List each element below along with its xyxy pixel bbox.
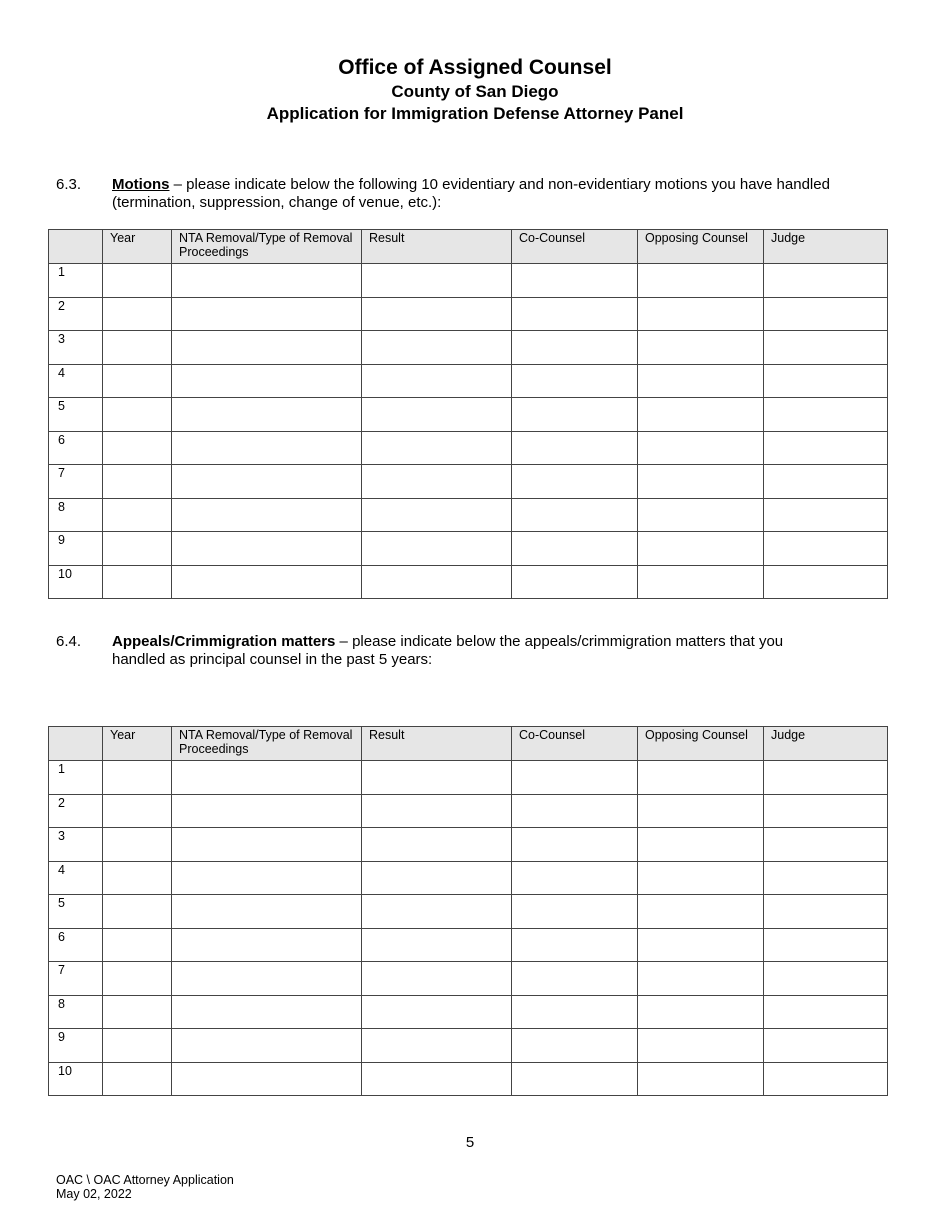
nta-cell[interactable]	[172, 398, 362, 432]
nta-cell[interactable]	[172, 1062, 362, 1096]
judge-cell[interactable]	[764, 962, 888, 996]
section-title: Appeals/Crimmigration matters	[112, 633, 336, 650]
year-cell[interactable]	[103, 364, 172, 398]
opposing-cell[interactable]	[638, 431, 764, 465]
header-opposing: Opposing Counsel	[638, 727, 764, 761]
row-number: 10	[49, 1062, 103, 1096]
year-cell[interactable]	[103, 1029, 172, 1063]
cocounsel-cell[interactable]	[512, 364, 638, 398]
table-row	[49, 297, 888, 331]
table-row	[49, 861, 888, 895]
table-row	[49, 465, 888, 499]
cocounsel-cell[interactable]	[512, 828, 638, 862]
cocounsel-cell[interactable]	[512, 895, 638, 929]
cocounsel-cell[interactable]	[512, 861, 638, 895]
header-opposing: Opposing Counsel	[638, 230, 764, 264]
opposing-cell[interactable]	[638, 828, 764, 862]
year-cell[interactable]	[103, 761, 172, 795]
cocounsel-cell[interactable]	[512, 465, 638, 499]
table-row	[49, 364, 888, 398]
table-row	[49, 398, 888, 432]
year-cell[interactable]	[103, 995, 172, 1029]
table-row	[49, 264, 888, 298]
result-cell[interactable]	[362, 331, 512, 365]
table-row	[49, 962, 888, 996]
result-cell[interactable]	[362, 794, 512, 828]
opposing-cell[interactable]	[638, 565, 764, 599]
judge-cell[interactable]	[764, 364, 888, 398]
judge-cell[interactable]	[764, 895, 888, 929]
judge-cell[interactable]	[764, 1029, 888, 1063]
cocounsel-cell[interactable]	[512, 962, 638, 996]
row-number: 6	[49, 928, 103, 962]
header-nta: NTA Removal/Type of Removal Proceedings	[172, 727, 362, 761]
year-cell[interactable]	[103, 962, 172, 996]
year-cell[interactable]	[103, 465, 172, 499]
row-number: 3	[49, 828, 103, 862]
result-cell[interactable]	[362, 1062, 512, 1096]
year-cell[interactable]	[103, 861, 172, 895]
result-cell[interactable]	[362, 465, 512, 499]
office-title: Office of Assigned Counsel	[338, 56, 612, 79]
nta-cell[interactable]	[172, 431, 362, 465]
opposing-cell[interactable]	[638, 895, 764, 929]
judge-cell[interactable]	[764, 331, 888, 365]
result-cell[interactable]	[362, 861, 512, 895]
table-header-row	[49, 727, 888, 761]
section-text	[112, 176, 832, 212]
nta-cell[interactable]	[172, 794, 362, 828]
row-number: 1	[49, 264, 103, 298]
table-header-row	[49, 230, 888, 264]
result-cell[interactable]	[362, 498, 512, 532]
cocounsel-cell[interactable]	[512, 498, 638, 532]
result-cell[interactable]	[362, 297, 512, 331]
cocounsel-cell[interactable]	[512, 761, 638, 795]
nta-cell[interactable]	[172, 498, 362, 532]
document-header	[0, 55, 950, 125]
page-number: 5	[465, 1134, 475, 1151]
nta-cell[interactable]	[172, 331, 362, 365]
cocounsel-cell[interactable]	[512, 794, 638, 828]
nta-cell[interactable]	[172, 861, 362, 895]
opposing-cell[interactable]	[638, 465, 764, 499]
result-cell[interactable]	[362, 364, 512, 398]
judge-cell[interactable]	[764, 828, 888, 862]
result-cell[interactable]	[362, 565, 512, 599]
county-subtitle: County of San Diego	[391, 82, 559, 101]
table-row	[49, 995, 888, 1029]
opposing-cell[interactable]	[638, 794, 764, 828]
judge-cell[interactable]	[764, 794, 888, 828]
year-cell[interactable]	[103, 928, 172, 962]
appeals-table	[48, 726, 888, 1096]
nta-cell[interactable]	[172, 565, 362, 599]
year-cell[interactable]	[103, 264, 172, 298]
result-cell[interactable]	[362, 1029, 512, 1063]
year-cell[interactable]	[103, 565, 172, 599]
result-cell[interactable]	[362, 532, 512, 566]
table-row	[49, 828, 888, 862]
row-number: 7	[49, 465, 103, 499]
judge-cell[interactable]	[764, 498, 888, 532]
cocounsel-cell[interactable]	[512, 995, 638, 1029]
table-row	[49, 794, 888, 828]
opposing-cell[interactable]	[638, 331, 764, 365]
nta-cell[interactable]	[172, 995, 362, 1029]
opposing-cell[interactable]	[638, 861, 764, 895]
opposing-cell[interactable]	[638, 928, 764, 962]
judge-cell[interactable]	[764, 1062, 888, 1096]
judge-cell[interactable]	[764, 297, 888, 331]
cocounsel-cell[interactable]	[512, 297, 638, 331]
row-number: 6	[49, 431, 103, 465]
opposing-cell[interactable]	[638, 498, 764, 532]
cocounsel-cell[interactable]	[512, 431, 638, 465]
document-footer	[56, 1173, 234, 1201]
year-cell[interactable]	[103, 828, 172, 862]
row-number: 10	[49, 565, 103, 599]
motions-table	[48, 229, 888, 599]
judge-cell[interactable]	[764, 532, 888, 566]
result-cell[interactable]	[362, 828, 512, 862]
judge-cell[interactable]	[764, 565, 888, 599]
opposing-cell[interactable]	[638, 532, 764, 566]
judge-cell[interactable]	[764, 264, 888, 298]
table-row	[49, 331, 888, 365]
section-text	[112, 633, 832, 669]
nta-cell[interactable]	[172, 962, 362, 996]
row-number: 5	[49, 895, 103, 929]
nta-cell[interactable]	[172, 264, 362, 298]
table-row	[49, 1062, 888, 1096]
result-cell[interactable]	[362, 761, 512, 795]
nta-cell[interactable]	[172, 761, 362, 795]
row-number: 9	[49, 1029, 103, 1063]
cocounsel-cell[interactable]	[512, 331, 638, 365]
header-number	[49, 230, 103, 264]
nta-cell[interactable]	[172, 928, 362, 962]
result-cell[interactable]	[362, 431, 512, 465]
cocounsel-cell[interactable]	[512, 565, 638, 599]
judge-cell[interactable]	[764, 465, 888, 499]
result-cell[interactable]	[362, 995, 512, 1029]
footer-path: OAC \ OAC Attorney Application	[56, 1173, 234, 1187]
table-row	[49, 928, 888, 962]
nta-cell[interactable]	[172, 1029, 362, 1063]
year-cell[interactable]	[103, 398, 172, 432]
row-number: 8	[49, 498, 103, 532]
cocounsel-cell[interactable]	[512, 1029, 638, 1063]
result-cell[interactable]	[362, 264, 512, 298]
row-number: 4	[49, 861, 103, 895]
row-number: 2	[49, 297, 103, 331]
result-cell[interactable]	[362, 398, 512, 432]
result-cell[interactable]	[362, 895, 512, 929]
cocounsel-cell[interactable]	[512, 928, 638, 962]
nta-cell[interactable]	[172, 828, 362, 862]
result-cell[interactable]	[362, 928, 512, 962]
year-cell[interactable]	[103, 794, 172, 828]
header-judge: Judge	[764, 727, 888, 761]
opposing-cell[interactable]	[638, 398, 764, 432]
section-description: – please indicate below the following 10 evidentiary and non-evidentiary motions you have handled (termination, suppression, change of venue, etc.):	[112, 176, 830, 211]
opposing-cell[interactable]	[638, 264, 764, 298]
row-number: 4	[49, 364, 103, 398]
opposing-cell[interactable]	[638, 761, 764, 795]
row-number: 5	[49, 398, 103, 432]
year-cell[interactable]	[103, 532, 172, 566]
header-result: Result	[362, 230, 512, 264]
table-row	[49, 1029, 888, 1063]
cocounsel-cell[interactable]	[512, 398, 638, 432]
table-row	[49, 895, 888, 929]
table-row	[49, 565, 888, 599]
result-cell[interactable]	[362, 962, 512, 996]
nta-cell[interactable]	[172, 532, 362, 566]
opposing-cell[interactable]	[638, 995, 764, 1029]
row-number: 7	[49, 962, 103, 996]
opposing-cell[interactable]	[638, 297, 764, 331]
opposing-cell[interactable]	[638, 1029, 764, 1063]
header-year: Year	[103, 230, 172, 264]
header-nta: NTA Removal/Type of Removal Proceedings	[172, 230, 362, 264]
section-number: 6.3.	[56, 176, 82, 193]
header-cocounsel: Co-Counsel	[512, 727, 638, 761]
row-number: 2	[49, 794, 103, 828]
cocounsel-cell[interactable]	[512, 532, 638, 566]
nta-cell[interactable]	[172, 895, 362, 929]
judge-cell[interactable]	[764, 995, 888, 1029]
row-number: 9	[49, 532, 103, 566]
year-cell[interactable]	[103, 431, 172, 465]
year-cell[interactable]	[103, 331, 172, 365]
judge-cell[interactable]	[764, 928, 888, 962]
cocounsel-cell[interactable]	[512, 264, 638, 298]
year-cell[interactable]	[103, 895, 172, 929]
header-judge: Judge	[764, 230, 888, 264]
judge-cell[interactable]	[764, 761, 888, 795]
year-cell[interactable]	[103, 297, 172, 331]
judge-cell[interactable]	[764, 431, 888, 465]
judge-cell[interactable]	[764, 398, 888, 432]
year-cell[interactable]	[103, 498, 172, 532]
nta-cell[interactable]	[172, 364, 362, 398]
form-title: Application for Immigration Defense Attorney Panel	[266, 104, 684, 123]
table-row	[49, 498, 888, 532]
row-number: 8	[49, 995, 103, 1029]
section-title: Motions	[112, 176, 170, 193]
header-result: Result	[362, 727, 512, 761]
nta-cell[interactable]	[172, 465, 362, 499]
table-row	[49, 761, 888, 795]
opposing-cell[interactable]	[638, 962, 764, 996]
nta-cell[interactable]	[172, 297, 362, 331]
section-description: – please indicate below the appeals/crimmigration matters that you handled as principal counsel in the past 5 years:	[112, 633, 784, 668]
opposing-cell[interactable]	[638, 364, 764, 398]
header-number	[49, 727, 103, 761]
judge-cell[interactable]	[764, 861, 888, 895]
opposing-cell[interactable]	[638, 1062, 764, 1096]
section-number: 6.4.	[56, 633, 82, 650]
row-number: 3	[49, 331, 103, 365]
table-row	[49, 431, 888, 465]
cocounsel-cell[interactable]	[512, 1062, 638, 1096]
table-row	[49, 532, 888, 566]
year-cell[interactable]	[103, 1062, 172, 1096]
header-cocounsel: Co-Counsel	[512, 230, 638, 264]
row-number: 1	[49, 761, 103, 795]
footer-date: May 02, 2022	[56, 1187, 132, 1201]
header-year: Year	[103, 727, 172, 761]
